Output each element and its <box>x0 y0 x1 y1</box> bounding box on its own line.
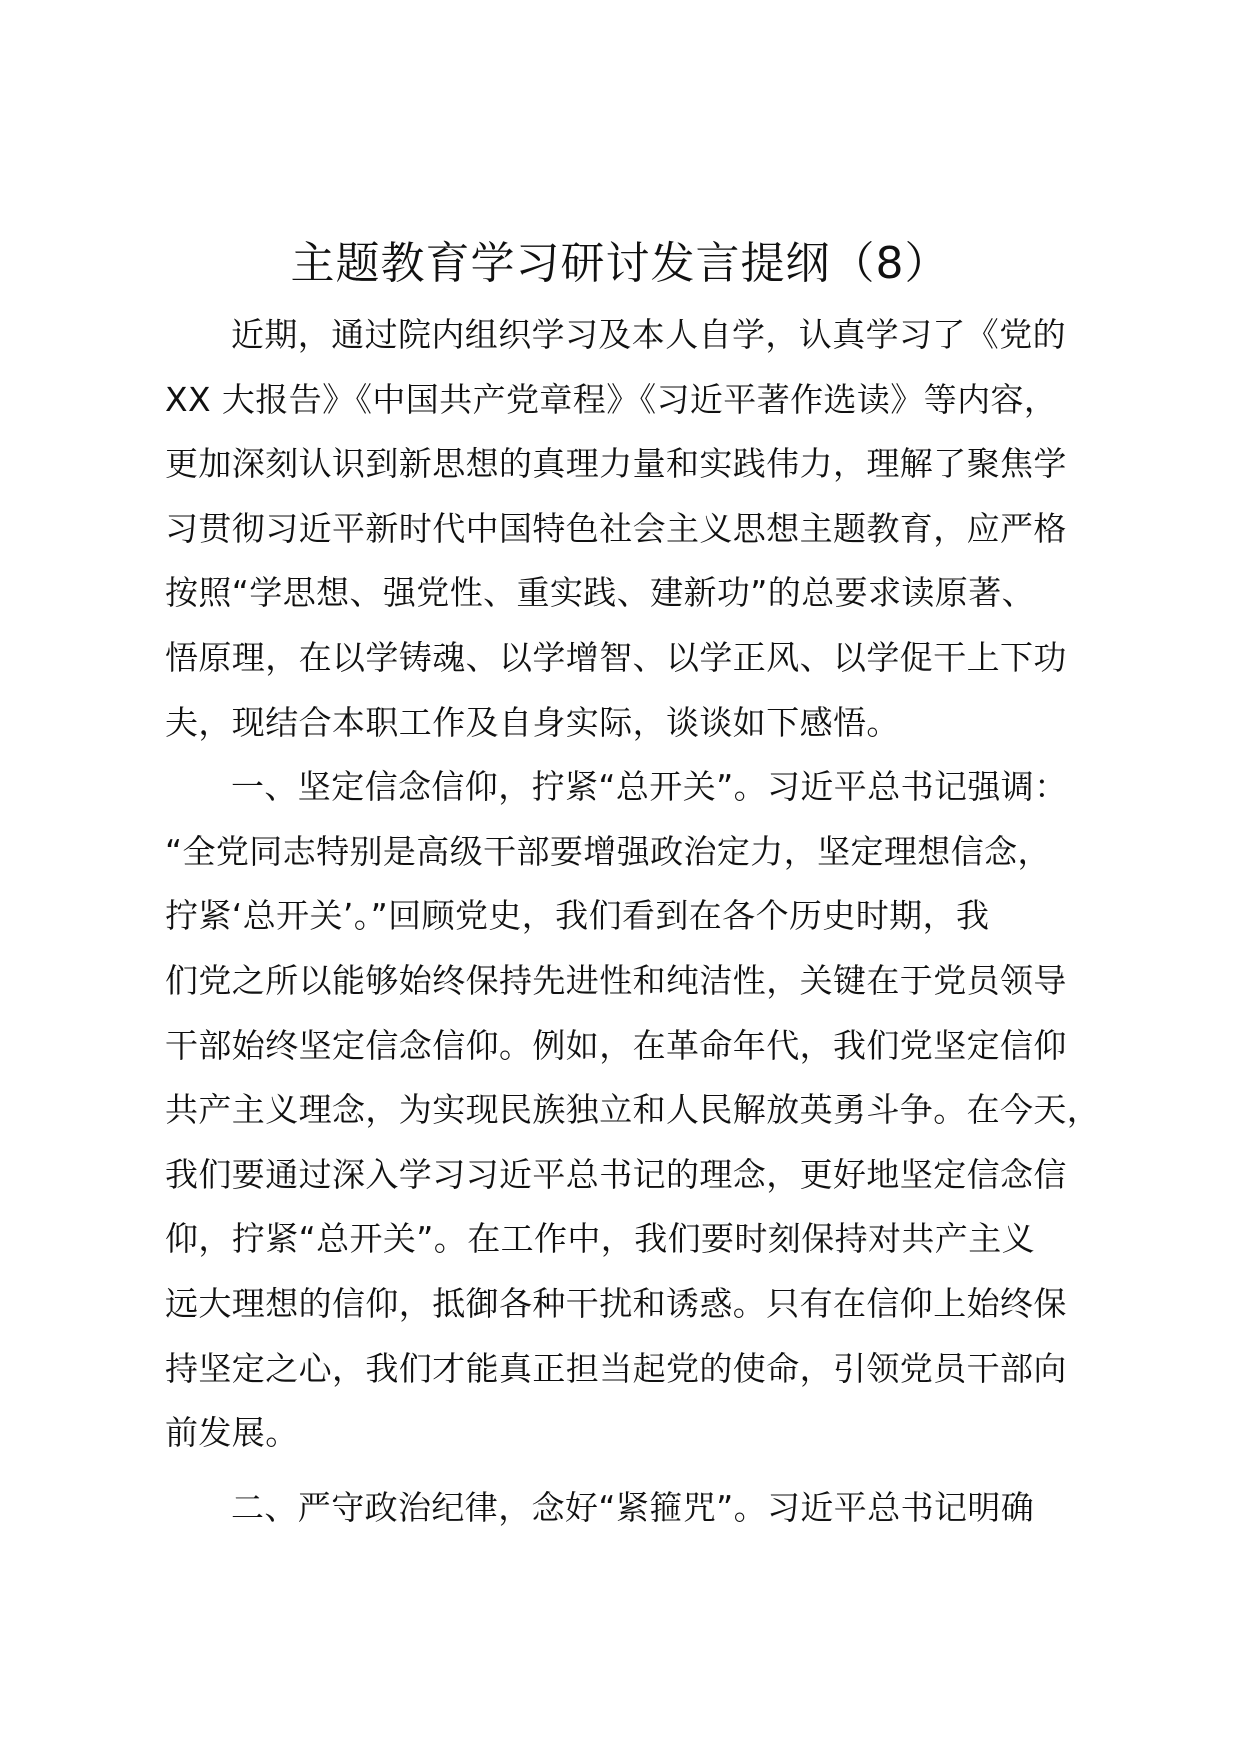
paragraph-line: 更加深刻认识到新思想的真理力量和实践伟力，理解了聚焦学 <box>165 444 1067 484</box>
paragraph-line: 拧紧‘总开关’。”回顾党史，我们看到在各个历史时期，我 <box>165 896 990 936</box>
paragraph-line: 前发展。 <box>165 1413 299 1453</box>
paragraph-line: 我们要通过深入学习习近平总书记的理念，更好地坚定信念信 <box>165 1154 1067 1194</box>
paragraph-line: 习贯彻习近平新时代中国特色社会主义思想主题教育，应严格 <box>165 508 1067 548</box>
document-body <box>165 303 1125 1540</box>
paragraph-line: 近期，通过院内组织学习及本人自学，认真学习了《党的 <box>231 315 1066 354</box>
paragraph-line: 共产主义理念，为实现民族独立和人民解放英勇斗争。在今天， <box>165 1090 1101 1130</box>
paragraph-line: 按照“学思想、强党性、重实践、建新功”的总要求读原著、 <box>165 573 1035 613</box>
paragraph-line: 仰，拧紧“总开关”。在工作中，我们要时刻保持对共产主义 <box>165 1219 1035 1259</box>
paragraph-line: 远大理想的信仰，抵御各种干扰和诱惑。只有在信仰上始终保 <box>165 1283 1067 1323</box>
page-title: 主题教育学习研讨发言提纲（8） <box>290 238 950 289</box>
paragraph-line: 们党之所以能够始终保持先进性和纯洁性，关键在于党员领导 <box>165 960 1067 1000</box>
paragraph-line: 夫，现结合本职工作及自身实际，谈谈如下感悟。 <box>165 702 900 742</box>
section-heading-line: 二、严守政治纪律，念好“紧箍咒”。习近平总书记明确 <box>231 1487 1035 1527</box>
paragraph-line: 持坚定之心，我们才能真正担当起党的使命，引领党员干部向 <box>165 1348 1067 1388</box>
paragraph-line: 悟原理，在以学铸魂、以学增智、以学正风、以学促干上下功 <box>165 637 1067 677</box>
paragraph-line: XX 大报告》《中国共产党章程》《习近平著作选读》等内容， <box>165 379 1058 419</box>
paragraph-line: 干部始终坚定信念信仰。例如，在革命年代，我们党坚定信仰 <box>165 1025 1067 1065</box>
paragraph-line: “全党同志特别是高级干部要增强政治定力，坚定理想信念， <box>165 831 1051 871</box>
paragraph-gap <box>165 1466 1125 1476</box>
section-heading-line: 一、坚定信念信仰，拧紧“总开关”。习近平总书记强调： <box>231 767 1068 807</box>
